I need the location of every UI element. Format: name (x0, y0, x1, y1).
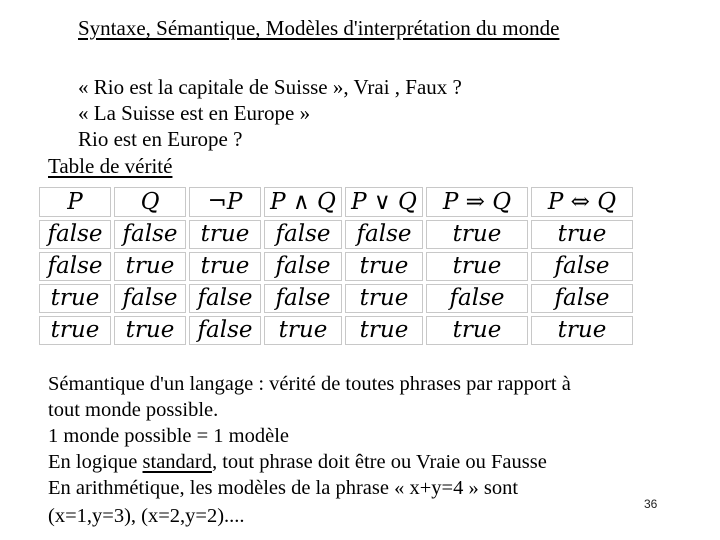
table-cell: false (114, 284, 186, 313)
truth-table (36, 184, 636, 348)
header-p-iff-q: P ⇔ Q (531, 187, 633, 217)
table-cell: false (531, 252, 633, 281)
table-row (39, 220, 633, 249)
semantics-line-4-start: En logique (48, 451, 143, 473)
semantics-line-4 (48, 451, 547, 474)
table-cell: true (426, 220, 528, 249)
table-cell: true (426, 252, 528, 281)
table-cell: true (189, 220, 261, 249)
table-cell: false (531, 284, 633, 313)
semantics-line-2: tout monde possible. (48, 399, 219, 421)
table-cell: true (345, 252, 423, 281)
table-cell: false (39, 220, 111, 249)
table-cell: true (531, 220, 633, 249)
table-cell: true (114, 252, 186, 281)
header-q: Q (114, 187, 186, 217)
intro-statement-suisse-europe: « La Suisse est en Europe » (78, 101, 311, 125)
intro-question-rio-capital: « Rio est la capitale de Suisse », Vrai , Faux ? (78, 75, 462, 99)
table-cell: false (189, 316, 261, 345)
table-cell: true (345, 284, 423, 313)
truth-table-label: Table de vérité (48, 154, 173, 178)
underlined-standard: standard (142, 451, 212, 473)
table-cell: false (264, 252, 342, 281)
table-cell: false (426, 284, 528, 313)
header-p: P (39, 187, 111, 217)
table-cell: true (426, 316, 528, 345)
table-cell: true (189, 252, 261, 281)
header-p-implies-q: P ⇒ Q (426, 187, 528, 217)
table-cell: true (39, 284, 111, 313)
table-cell: false (345, 220, 423, 249)
table-cell: false (114, 220, 186, 249)
table-cell: true (39, 316, 111, 345)
slide-title: Syntaxe, Sémantique, Modèles d'interprétation du monde (78, 16, 560, 40)
table-cell: false (189, 284, 261, 313)
table-cell: true (114, 316, 186, 345)
table-cell: false (264, 220, 342, 249)
semantics-line-3: 1 monde possible = 1 modèle (48, 425, 290, 447)
header-p-and-q: P ∧ Q (264, 187, 342, 217)
header-not-p: ¬P (189, 187, 261, 217)
semantics-line-5: En arithmétique, les modèles de la phrase « x+y=4 » sont (48, 477, 519, 499)
header-p-or-q: P ∨ Q (345, 187, 423, 217)
semantics-line-4-end: , tout phrase doit être ou Vraie ou Fausse (211, 451, 547, 473)
table-row (39, 252, 633, 281)
semantics-line-6: (x=1,y=3), (x=2,y=2).... (48, 505, 245, 527)
table-cell: true (264, 316, 342, 345)
table-cell: false (39, 252, 111, 281)
table-row (39, 316, 633, 345)
table-cell: true (531, 316, 633, 345)
table-cell: true (345, 316, 423, 345)
table-cell: false (264, 284, 342, 313)
intro-question-rio-europe: Rio est en Europe ? (78, 127, 243, 151)
table-row (39, 284, 633, 313)
semantics-line-1: Sémantique d'un langage : vérité de toutes phrases par rapport à (48, 373, 571, 395)
truth-table-header-row (39, 187, 633, 217)
page-number: 36 (644, 497, 658, 511)
